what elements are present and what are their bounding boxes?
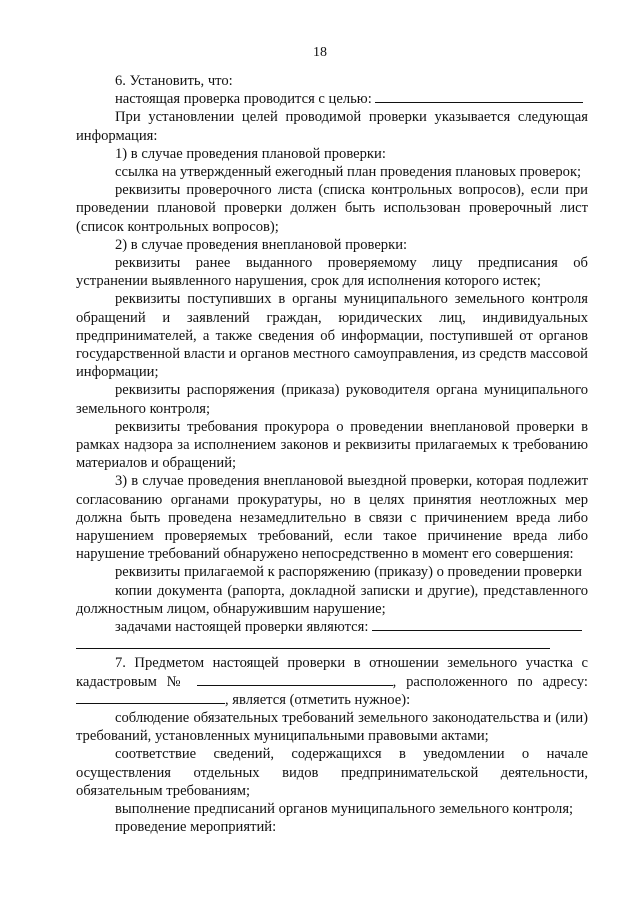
appeals-details: реквизиты поступивших в органы муниципального земельного контроля обращений и заявлений граждан, юридических лиц, индивидуальных предпринимателей, а также сведения об информации, поступившей от органов государственной власти и органов местного самоуправления, из средств массовой информации; — [76, 291, 588, 381]
check-purpose — [76, 90, 588, 108]
measures-conduct: проведение мероприятий: — [115, 819, 277, 836]
orders-execution: выполнение предписаний органов муниципального земельного контроля; — [115, 800, 574, 817]
notification-conformity: соответствие сведений, содержащихся в уведомлении о начале осуществления отдельных видов предпринимательской деятельности, обязательным требованиям; — [76, 746, 588, 799]
attached-order-details: реквизиты прилагаемой к распоряжению (приказу) о проведении проверки — [115, 564, 582, 581]
clause-7-text: 7. Предметом настоящей проверки в отношении земельного участка с кадастровым № — [76, 655, 588, 690]
prior-order-details: реквизиты ранее выданного проверяемому лицу предписания об устранении выявленного нарушения, срок для исполнения которого истек; — [76, 255, 588, 290]
check-tasks-text: задачами настоящей проверки являются: — [115, 619, 369, 636]
purpose-instructions: При установлении целей проводимой проверки указывается следующая информация: — [76, 109, 588, 144]
document-copies: копии документа (рапорта, докладной записки и другие), представленного должностным лицом, обнаружившим нарушение; — [76, 582, 588, 617]
clause-6-heading: 6. Установить, что: — [115, 73, 233, 89]
tasks-blank-line[interactable] — [76, 636, 550, 649]
purpose-blank[interactable] — [375, 90, 583, 103]
check-tasks — [76, 618, 588, 636]
address-label: , расположенного по адресу: — [392, 673, 588, 690]
subject-mark-label: , является (отметить нужное): — [225, 691, 411, 708]
unplanned-check-heading: 2) в случае проведения внеплановой проверки: — [115, 236, 408, 253]
annual-plan-reference: ссылка на утвержденный ежегодный план проведения плановых проверок; — [115, 164, 582, 181]
prosecutor-request-details: реквизиты требования прокурора о проведении внеплановой проверки в рамках надзора за исполнением законов и реквизиты прилагаемых к требованию материалов и обращений; — [76, 418, 588, 472]
document-body — [76, 72, 588, 836]
cadastral-number-blank[interactable] — [197, 673, 393, 686]
address-blank[interactable] — [76, 691, 225, 704]
checklist-details: реквизиты проверочного листа (списка контрольных вопросов), если при проведении плановой проверки должен быть использован проверочный лист (список контрольных вопросов); — [76, 182, 588, 235]
tasks-blank[interactable] — [372, 618, 582, 631]
head-order-details: реквизиты распоряжения (приказа) руководителя органа муниципального земельного контроля; — [76, 382, 588, 417]
clause-7 — [76, 654, 588, 709]
check-purpose-text: настоящая проверка проводится с целью: — [115, 91, 372, 108]
compliance-requirements: соблюдение обязательных требований земельного законодательства и (или) требований, установленных муниципальными правовыми актами; — [76, 709, 588, 745]
unscheduled-onsite-check: 3) в случае проведения внеплановой выездной проверки, которая подлежит согласованию органами прокуратуры, но в целях принятия неотложных мер должна быть проведена незамедлительно в связи с причинением вреда либо нарушением проверяемых требований, если такое причинение вреда либо нарушение требований обнаружено непосредственно в момент его совершения: — [76, 473, 588, 563]
planned-check-heading: 1) в случае проведения плановой проверки: — [115, 145, 386, 162]
page-number: 18 — [313, 45, 327, 60]
